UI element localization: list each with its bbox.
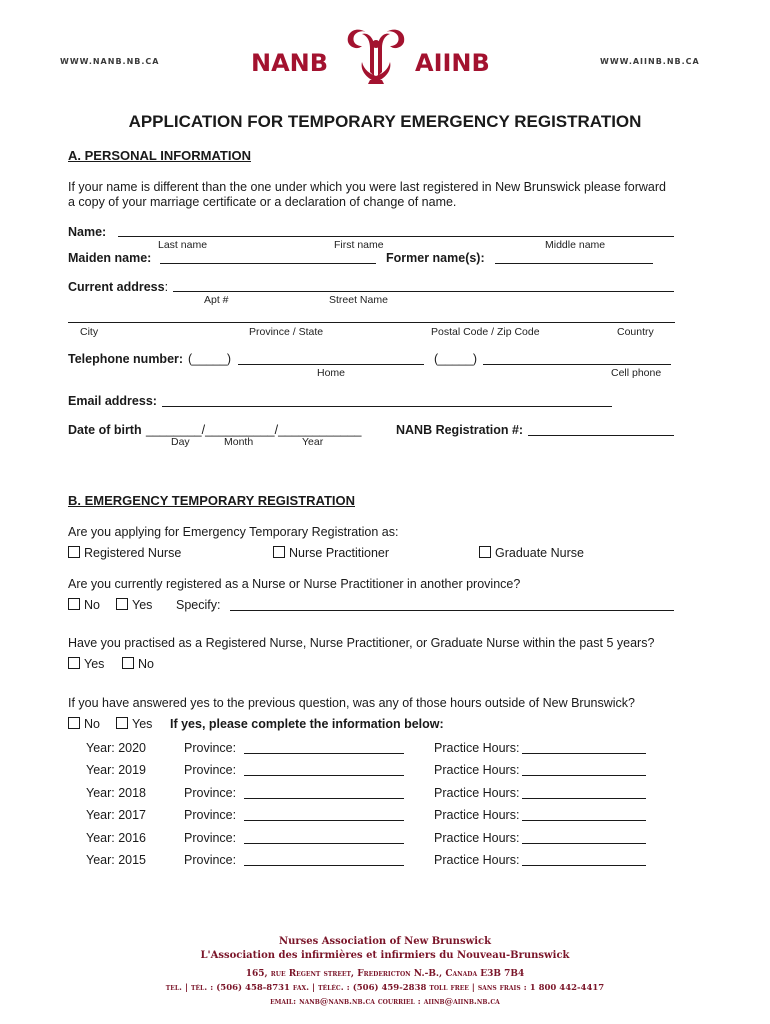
street-address-field[interactable] bbox=[173, 291, 674, 292]
year-label: Year: 2019 bbox=[86, 763, 147, 777]
year-label: Year: 2016 bbox=[86, 831, 147, 845]
q4-yes-option[interactable] bbox=[116, 717, 152, 731]
maiden-name-label: Maiden name: bbox=[68, 251, 152, 265]
practice-hours-field[interactable] bbox=[522, 820, 646, 821]
intro-line-2: a copy of your marriage certificate or a declaration of change of name. bbox=[68, 195, 457, 209]
graduate-nurse-checkbox[interactable] bbox=[479, 546, 491, 558]
practice-hours-field[interactable] bbox=[522, 843, 646, 844]
province-label: Province: bbox=[184, 853, 237, 867]
footer-emails[interactable]: email: nanb@nanb.nb.ca courriel : aiinb@aiinb.nb.ca bbox=[270, 997, 500, 1007]
postal-caption: Postal Code / Zip Code bbox=[431, 326, 540, 338]
registered-nurse-option[interactable] bbox=[68, 546, 181, 560]
graduate-nurse-label: Graduate Nurse bbox=[495, 546, 584, 560]
q2-no-checkbox[interactable] bbox=[68, 598, 80, 610]
email-label: Email address: bbox=[68, 394, 157, 408]
province-label: Province: bbox=[184, 831, 237, 845]
q2-no-option[interactable] bbox=[68, 598, 100, 612]
name-field[interactable] bbox=[118, 236, 674, 237]
dob-field[interactable]: ________/__________/____________ bbox=[146, 423, 362, 437]
province-field[interactable] bbox=[244, 775, 404, 776]
q3-no-option[interactable] bbox=[122, 657, 154, 671]
current-address-colon: : bbox=[164, 280, 169, 294]
url-left[interactable]: WWW.NANB.NB.CA bbox=[60, 57, 160, 66]
question-4: If you have answered yes to the previous question, was any of those hours outside of New Brunswick? bbox=[68, 696, 635, 710]
current-address-text: Current address bbox=[68, 280, 165, 294]
footer-address: 165, rue Regent street, Fredericton N.-B., Canada E3B 7B4 bbox=[245, 969, 525, 979]
logo-nanb: NANB bbox=[251, 49, 329, 77]
home-caption: Home bbox=[317, 367, 346, 379]
cell-phone-field[interactable] bbox=[483, 364, 671, 365]
q4-followup: If yes, please complete the information below: bbox=[170, 717, 444, 731]
nanb-registration-field[interactable] bbox=[528, 435, 674, 436]
page-title: APPLICATION FOR TEMPORARY EMERGENCY REGISTRATION bbox=[128, 112, 642, 131]
q4-no-checkbox[interactable] bbox=[68, 717, 80, 729]
q2-yes-label: Yes bbox=[132, 598, 153, 612]
q4-no-option[interactable] bbox=[68, 717, 100, 731]
q2-no-label: No bbox=[84, 598, 100, 612]
year-label: Year: 2015 bbox=[86, 853, 147, 867]
intro-line-1: If your name is different than the one under which you were last registered in New Brunswick please forward bbox=[68, 180, 666, 194]
nurse-practitioner-option[interactable] bbox=[273, 546, 389, 560]
year-label: Year: 2018 bbox=[86, 786, 147, 800]
day-caption: Day bbox=[171, 436, 190, 448]
nurse-practitioner-label: Nurse Practitioner bbox=[289, 546, 390, 560]
practice-hours-label: Practice Hours: bbox=[434, 786, 520, 800]
telephone-label: Telephone number: bbox=[68, 352, 184, 366]
registered-nurse-checkbox[interactable] bbox=[68, 546, 80, 558]
current-address-label bbox=[68, 280, 168, 294]
name-label: Name: bbox=[68, 225, 107, 239]
maiden-name-field[interactable] bbox=[160, 263, 376, 264]
practice-hours-field[interactable] bbox=[522, 865, 646, 866]
graduate-nurse-option[interactable] bbox=[479, 546, 584, 560]
province-caption: Province / State bbox=[249, 326, 324, 338]
apt-caption: Apt # bbox=[204, 294, 229, 306]
province-label: Province: bbox=[184, 786, 237, 800]
email-field[interactable] bbox=[162, 406, 612, 407]
practice-hours-field[interactable] bbox=[522, 798, 646, 799]
dob-label: Date of birth bbox=[68, 423, 142, 437]
country-caption: Country bbox=[617, 326, 654, 338]
former-names-label: Former name(s): bbox=[386, 251, 485, 265]
former-names-field[interactable] bbox=[495, 263, 653, 264]
practice-hours-label: Practice Hours: bbox=[434, 808, 520, 822]
q3-no-checkbox[interactable] bbox=[122, 657, 134, 669]
question-1: Are you applying for Emergency Temporary Registration as: bbox=[68, 525, 399, 539]
cell-area-code[interactable]: (_____) bbox=[434, 352, 478, 366]
question-2: Are you currently registered as a Nurse or Nurse Practitioner in another province? bbox=[68, 577, 521, 591]
nanb-emblem-icon bbox=[338, 22, 414, 88]
q4-yes-checkbox[interactable] bbox=[116, 717, 128, 729]
month-caption: Month bbox=[224, 436, 254, 448]
last-name-caption: Last name bbox=[158, 239, 208, 251]
practice-hours-label: Practice Hours: bbox=[434, 853, 520, 867]
q2-yes-checkbox[interactable] bbox=[116, 598, 128, 610]
province-field[interactable] bbox=[244, 865, 404, 866]
footer-org-fr: L'Association des infirmières et infirmiers du Nouveau-Brunswick bbox=[200, 950, 570, 961]
nurse-practitioner-checkbox[interactable] bbox=[273, 546, 285, 558]
province-field[interactable] bbox=[244, 843, 404, 844]
registered-nurse-label: Registered Nurse bbox=[84, 546, 182, 560]
first-name-caption: First name bbox=[334, 239, 384, 251]
province-field[interactable] bbox=[244, 753, 404, 754]
logo-aiinb: AIINB bbox=[415, 49, 490, 77]
year-label: Year: 2020 bbox=[86, 741, 147, 755]
city-address-field[interactable] bbox=[68, 322, 675, 323]
nanb-registration-label: NANB Registration #: bbox=[396, 423, 524, 437]
province-field[interactable] bbox=[244, 820, 404, 821]
province-label: Province: bbox=[184, 808, 237, 822]
cell-caption: Cell phone bbox=[611, 367, 662, 379]
q3-no-label: No bbox=[138, 657, 154, 671]
practice-hours-label: Practice Hours: bbox=[434, 831, 520, 845]
practice-hours-label: Practice Hours: bbox=[434, 763, 520, 777]
province-label: Province: bbox=[184, 763, 237, 777]
q2-yes-option[interactable] bbox=[116, 598, 152, 612]
footer-org-en: Nurses Association of New Brunswick bbox=[278, 936, 492, 947]
q3-yes-option[interactable] bbox=[68, 657, 104, 671]
street-caption: Street Name bbox=[329, 294, 388, 306]
footer-phones: tel. | tél. : (506) 458-8731 fax. | téléc. : (506) 459-2838 toll free | sans frais : 1 800 442-4417 bbox=[165, 983, 605, 993]
province-label: Province: bbox=[184, 741, 237, 755]
practice-hours-field[interactable] bbox=[522, 753, 646, 754]
q3-yes-label: Yes bbox=[84, 657, 105, 671]
practice-hours-field[interactable] bbox=[522, 775, 646, 776]
home-phone-field[interactable] bbox=[238, 364, 424, 365]
q4-no-label: No bbox=[84, 717, 100, 731]
practice-hours-label: Practice Hours: bbox=[434, 741, 520, 755]
q3-yes-checkbox[interactable] bbox=[68, 657, 80, 669]
q4-yes-label: Yes bbox=[132, 717, 153, 731]
section-b-heading: B. EMERGENCY TEMPORARY REGISTRATION bbox=[68, 493, 355, 508]
specify-field[interactable] bbox=[230, 610, 674, 611]
middle-name-caption: Middle name bbox=[545, 239, 606, 251]
question-3: Have you practised as a Registered Nurse, Nurse Practitioner, or Graduate Nurse within the past 5 years? bbox=[68, 636, 655, 650]
section-a-heading: A. PERSONAL INFORMATION bbox=[68, 148, 251, 163]
url-right[interactable]: WWW.AIINB.NB.CA bbox=[600, 57, 700, 66]
home-area-code[interactable]: (_____) bbox=[188, 352, 232, 366]
province-field[interactable] bbox=[244, 798, 404, 799]
specify-label: Specify: bbox=[176, 598, 221, 612]
city-caption: City bbox=[80, 326, 99, 338]
year-label: Year: 2017 bbox=[86, 808, 147, 822]
year-caption: Year bbox=[302, 436, 324, 448]
